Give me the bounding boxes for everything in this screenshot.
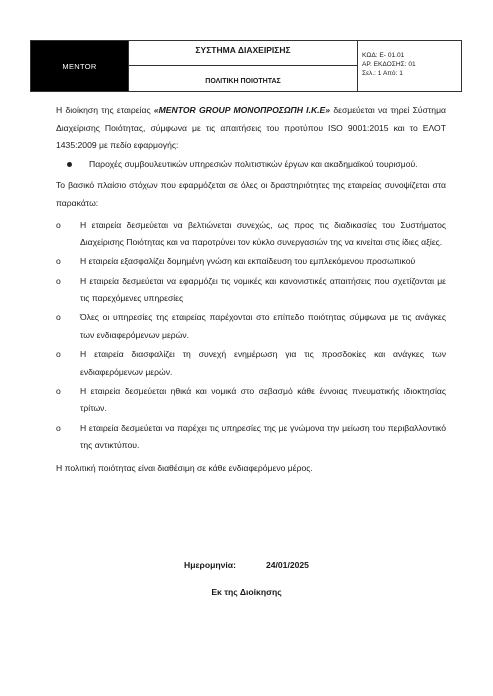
logo-text: MENTOR (62, 61, 97, 71)
page-number: Σελ.: 1 Από: 1 (362, 70, 403, 77)
goal-item (56, 420, 446, 455)
goal-text: Η εταιρεία δεσμεύεται να παρέχει τις υπηρεσίες της με γνώμονα την μείωση του περιβαλλοντικό της αντικτύπου. (80, 422, 446, 451)
goal-text: Όλες οι υπηρεσίες της εταιρείας παρέχονται στο επίπεδο ποιότητας σύμφωνα με τις ανάγκες των ενδιαφερόμενων μερών. (80, 312, 446, 340)
goals-list (56, 217, 446, 455)
goal-marker: o (56, 312, 61, 323)
goal-marker: o (56, 385, 61, 396)
goal-text: Η εταιρεία διασφαλίζει τη συνεχή ενημέρωση για τις προσδοκίες και ανάγκες των ενδιαφερόμενων μερών. (80, 349, 446, 377)
document-code: ΚΩΔ: Ε- 01.01 (362, 52, 405, 59)
availability-paragraph: Η πολιτική ποιότητας είναι διαθέσιμη σε κάθε ενδιαφερόμενο μέρος. (56, 462, 313, 473)
edition-number: ΑΡ. ΕΚΔΟΣΗΣ: 01 (362, 61, 416, 68)
goal-marker: o (56, 275, 61, 286)
goal-marker: o (56, 422, 61, 433)
goal-marker: o (56, 349, 61, 360)
goal-text: Η εταιρεία εξασφαλίζει δομημένη γνώση και εκπαίδευση του εμπλεκόμενου προσωπικού (80, 256, 416, 267)
system-title: ΣΥΣΤΗΜΑ ΔΙΑΧΕΙΡΙΣΗΣ (129, 41, 357, 66)
goal-marker: o (56, 256, 61, 267)
goal-text: Η εταιρεία δεσμεύεται ηθικά και νομικά στο σεβασμό κάθε έννοιας πνευματικής ιδιοκτησίας τρίτων. (80, 385, 446, 414)
header-titles (129, 41, 358, 91)
document-header (30, 40, 462, 92)
document-meta (358, 41, 461, 91)
goal-marker: o (56, 219, 61, 230)
scope-list (56, 156, 446, 174)
company-name: «MENTOR GROUP ΜΟΝΟΠΡΟΣΩΠΗ Ι.Κ.Ε» (153, 105, 331, 115)
document-title: ΠΟΛΙΤΙΚΗ ΠΟΙΟΤΗΤΑΣ (205, 77, 281, 85)
intro-paragraph (56, 102, 446, 155)
goal-item (56, 217, 446, 252)
goal-item (56, 309, 446, 344)
company-logo (31, 41, 129, 91)
framework-paragraph: Το βασικό πλαίσιο στόχων που εφαρμόζεται σε όλες οι δραστηριότητες της εταιρείας συνοψίζεται στα παρακάτω: (56, 180, 446, 208)
date-value: 24/01/2025 (265, 560, 309, 570)
intro-text-end: δεσμεύεται να τηρεί Σύστημα Διαχείρισης Ποιότητας, σύμφωνα με τις απαιτήσεις του προτύπου ISO 9001:2015 και το ΕΛΟΤ 1435:2009 με πεδίο εφαρμογής: (56, 105, 447, 151)
date-row (0, 560, 493, 570)
goal-text: Η εταιρεία δεσμεύεται να εφαρμόζει τις νομικές και κανονιστικές απαιτήσεις που σχετίζονται με τις παρεχόμενες υπηρεσίες (80, 275, 446, 304)
scope-item (56, 156, 446, 174)
signature-line: Εκ της Διοίκησης (211, 587, 282, 597)
goal-item (56, 273, 446, 308)
intro-text-start: Η διοίκηση της εταιρείας (56, 105, 154, 115)
goal-item (56, 253, 446, 271)
document-body (56, 102, 446, 477)
scope-item-text: Παροχές συμβουλευτικών υπηρεσιών πολιτιστικών έργων και ακαδημαϊκού τουρισμού. (89, 158, 418, 169)
goal-text: Η εταιρεία δεσμεύεται να βελτιώνεται συνεχώς, ως προς τις διαδικασίες του Συστήματος Διαχείρισης Ποιότητας και να παροτρύνει τον κύκλο συνεργασιών της να κινείται στις ίδιες αξίες. (80, 219, 446, 248)
bullet-icon (67, 162, 72, 167)
goal-item (56, 383, 446, 418)
date-label: Ημερομηνία: (184, 560, 236, 570)
goal-item (56, 346, 446, 381)
